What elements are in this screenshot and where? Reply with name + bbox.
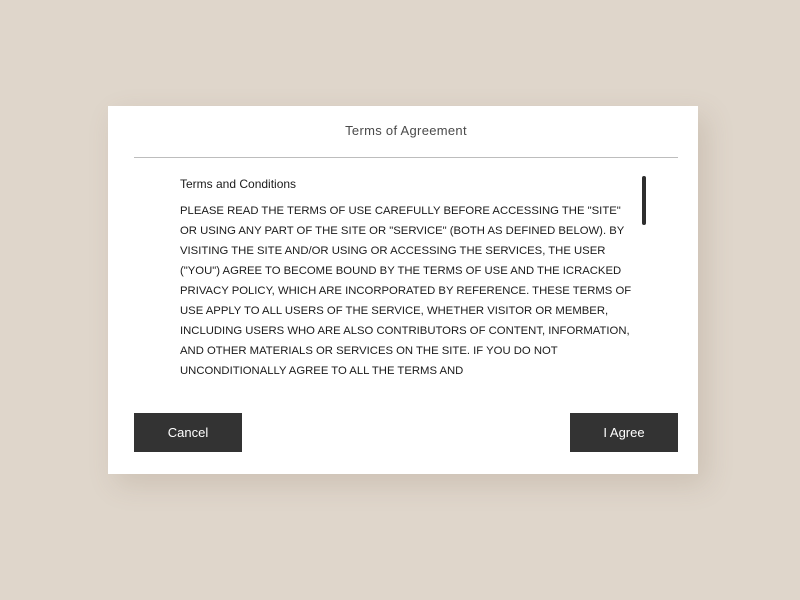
scrollbar-thumb[interactable] (642, 176, 646, 225)
terms-heading: Terms and Conditions (180, 177, 297, 191)
dialog-header (134, 106, 678, 158)
terms-scroll-area[interactable] (180, 176, 640, 376)
cancel-button[interactable]: Cancel (134, 413, 242, 452)
terms-text: PLEASE READ THE TERMS OF USE CAREFULLY BEFORE ACCESSING THE "SITE" OR USING ANY PART OF THE SITE OR "SERVICE" (BOTH AS DEFINED BELOW). BY VISITING THE SITE AND/OR USING OR ACCESSING THE SERVICES, THE USER ("YOU") AGREE TO BECOME BOUND BY THE TERMS OF USE AND THE ICRACKED PRIVACY POLICY, WHICH ARE INCORPORATED BY REFERENCE. THESE TERMS OF USE APPLY TO ALL USERS OF THE SERVICE, WHETHER VISITOR OR MEMBER, INCLUDING USERS WHO ARE ALSO CONTRIBUTORS OF CONTENT, INFORMATION, AND OTHER MATERIALS OR SERVICES ON THE SITE. IF YOU DO NOT UNCONDITIONALLY AGREE TO ALL THE TERMS AND (180, 205, 632, 376)
dialog-title: Terms of Agreement (345, 122, 467, 138)
agree-button[interactable]: I Agree (570, 413, 678, 452)
terms-dialog (108, 106, 698, 474)
